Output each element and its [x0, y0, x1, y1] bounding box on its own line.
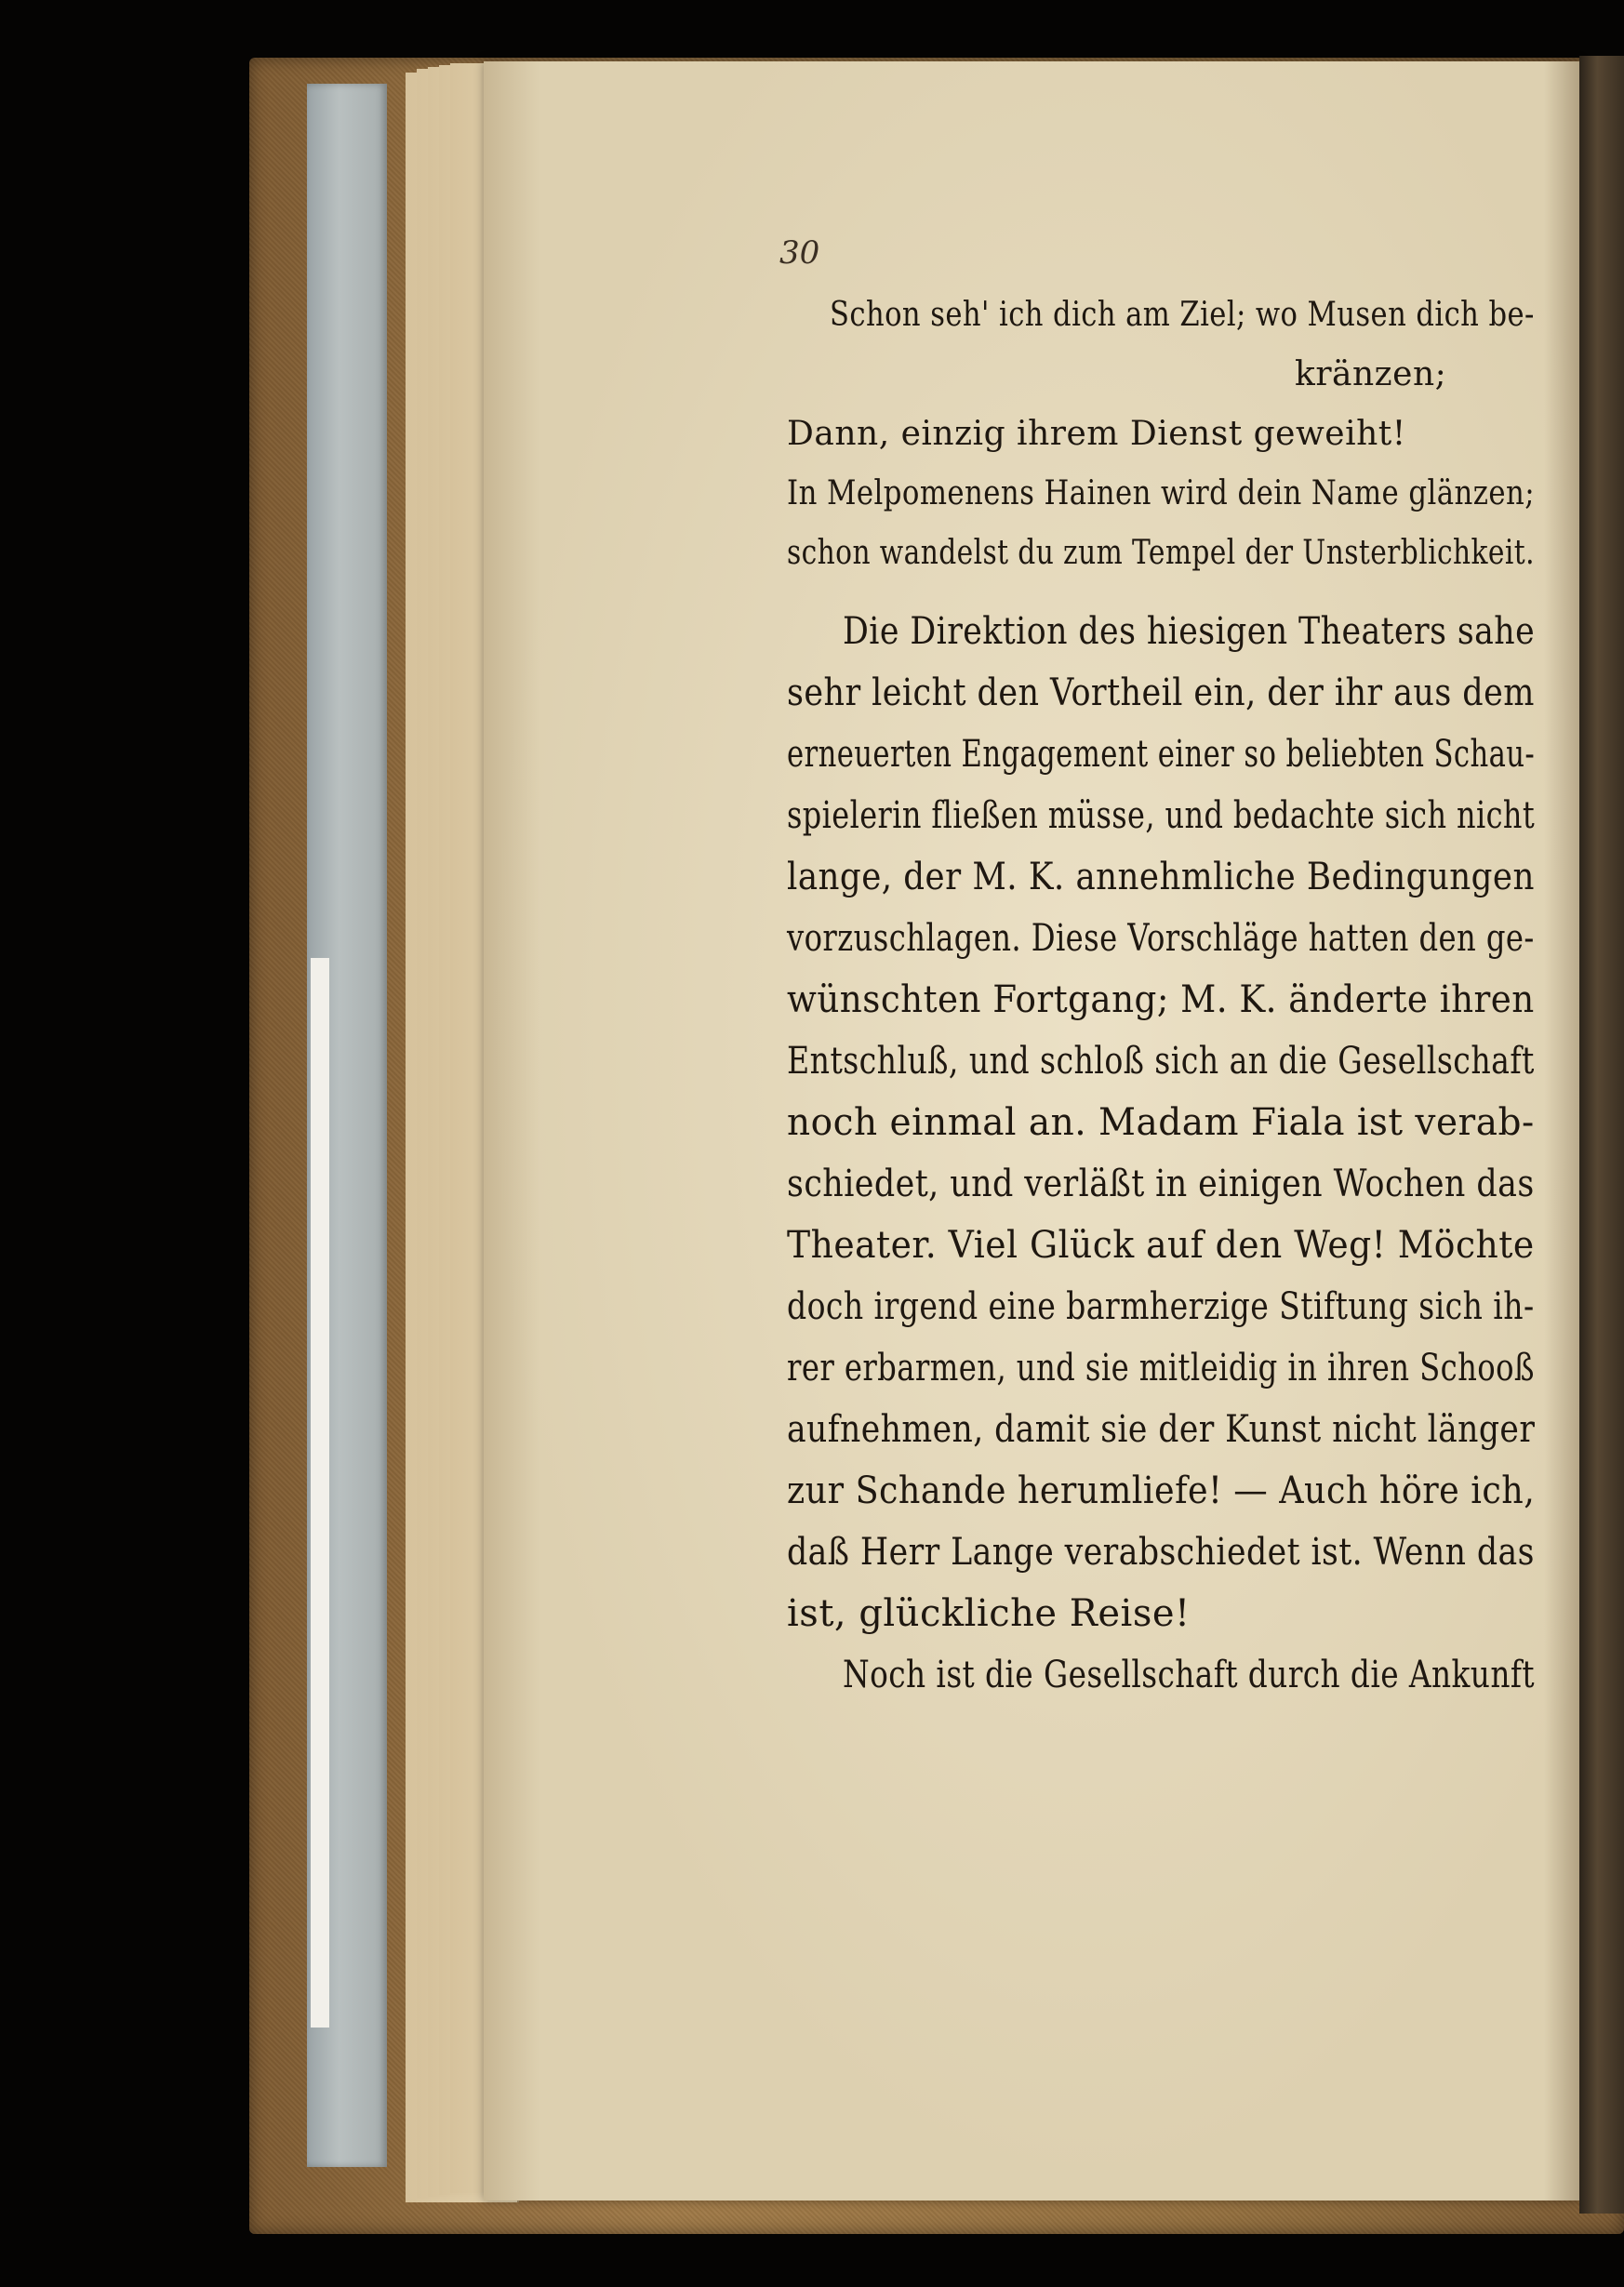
- prose-line: sehr leicht den Vortheil ein, der ihr aus dem: [787, 671, 1535, 714]
- prose-line: erneuerten Engagement einer so beliebten Schau-: [787, 733, 1536, 776]
- poem-line: In Melpomenens Hainen wird dein Name glänzen;: [787, 474, 1535, 512]
- prose-line: aufnehmen, damit sie der Kunst nicht länger: [787, 1408, 1536, 1451]
- prose-line: Die Direktion des hiesigen Theaters sahe: [843, 610, 1536, 653]
- prose-line: daß Herr Lange verabschiedet ist. Wenn das: [787, 1531, 1535, 1574]
- poem-line: Dann, einzig ihrem Dienst geweiht!: [787, 415, 1406, 453]
- prose-line: Entschluß, und schloß sich an die Gesellschaft: [787, 1040, 1535, 1083]
- prose-line: zur Schande herumliefe! — Auch höre ich,: [787, 1469, 1536, 1512]
- prose-line: rer erbarmen, und sie mitleidig in ihren Schooß: [787, 1347, 1535, 1389]
- prose-line: ist, glückliche Reise!: [787, 1592, 1191, 1635]
- prose-line: vorzuschlagen. Diese Vorschläge hatten den ge-: [787, 917, 1535, 960]
- paper-label-strip: [311, 958, 329, 2028]
- prose-line: schiedet, und verläßt in einigen Wochen das: [787, 1163, 1535, 1205]
- book-gutter: [1579, 56, 1624, 2214]
- poem-line: kränzen;: [1295, 355, 1447, 393]
- prose-line: lange, der M. K. annehmliche Bedingungen: [787, 856, 1535, 898]
- prose-line: noch einmal an. Madam Fiala ist verab-: [787, 1101, 1535, 1144]
- page-number: 30: [779, 234, 820, 272]
- prose-line: doch irgend eine barmherzige Stiftung sich ih-: [787, 1285, 1535, 1328]
- prose-line: Theater. Viel Glück auf den Weg! Möchte: [787, 1224, 1535, 1267]
- prose-line: Noch ist die Gesellschaft durch die Ankunft: [843, 1654, 1536, 1696]
- poem-line: Schon seh' ich dich am Ziel; wo Musen dich be-: [830, 296, 1535, 334]
- poem-line: schon wandelst du zum Tempel der Unsterblichkeit.: [787, 534, 1535, 572]
- prose-line: spielerin fließen müsse, und bedachte sich nicht: [787, 794, 1536, 837]
- prose-line: wünschten Fortgang; M. K. änderte ihren: [787, 978, 1535, 1021]
